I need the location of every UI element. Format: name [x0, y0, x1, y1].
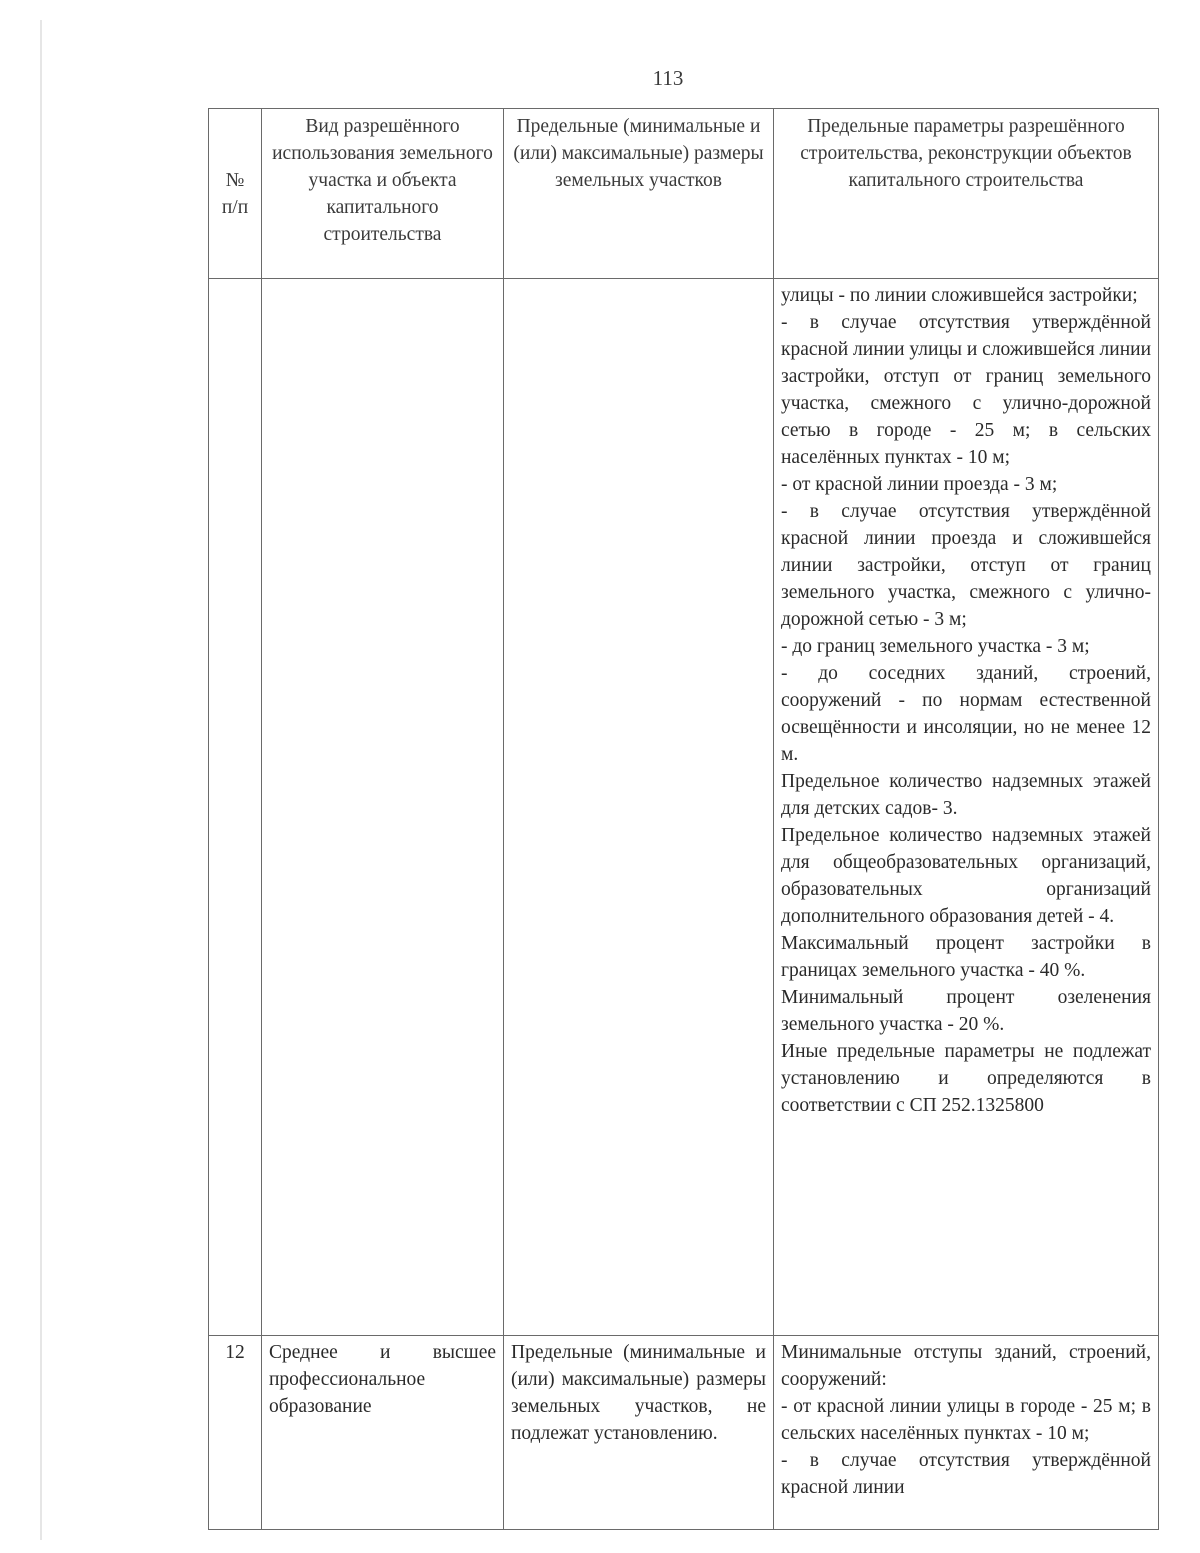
param-line: Максимальный процент застройки в границах земельного участка - 40 %.	[781, 933, 1151, 981]
construction-params-cell	[774, 1336, 1159, 1530]
row-number-cell: 12	[209, 1336, 262, 1530]
param-line: Минимальный процент озеленения земельного участка - 20 %.	[781, 987, 1151, 1035]
construction-params-cell	[774, 279, 1159, 1336]
param-line: Предельное количество надземных этажей для общеобразовательных организаций, образовательных организаций дополнительного образования детей - 4.	[781, 825, 1151, 927]
param-line: - от красной линии улицы в городе - 25 м; в сельских населённых пунктах - 10 м;	[781, 1396, 1151, 1444]
header-construction-params: Предельные параметры разрешённого строительства, реконструкции объектов капитального строительства	[774, 109, 1159, 279]
page-number: 113	[652, 66, 684, 90]
table-row	[209, 279, 1159, 1336]
use-type-cell	[262, 279, 504, 1336]
table-header-row	[209, 109, 1159, 279]
header-number: № п/п	[209, 109, 262, 279]
header-plot-sizes: Предельные (минимальные и (или) максимальные) размеры земельных участков	[504, 109, 774, 279]
use-type-cell: Среднее и высшее профессиональное образование	[262, 1336, 504, 1530]
regulations-table	[208, 108, 1159, 1530]
param-line: Иные предельные параметры не подлежат установлению и определяются в соответствии с СП 252.1325800	[781, 1041, 1151, 1116]
table-row	[209, 1336, 1159, 1530]
plot-sizes-cell	[504, 279, 774, 1336]
param-line: - в случае отсутствия утверждённой красной линии улицы и сложившейся линии застройки, отступ от границ земельного участка, смежного с улично-дорожной сетью в городе - 25 м; в сельских населённых пунктах - 10 м;	[781, 312, 1152, 468]
plot-sizes-cell: Предельные (минимальные и (или) максимальные) размеры земельных участков, не подлежат установлению.	[504, 1336, 774, 1530]
left-margin-line	[40, 20, 42, 1540]
row-number-cell	[209, 279, 262, 1336]
param-line: - до соседних зданий, строений, сооружений - по нормам естественной освещённости и инсоляции, но не менее 12 м.	[781, 663, 1151, 765]
param-line: - в случае отсутствия утверждённой красной линии проезда и сложившейся линии застройки, отступ от границ земельного участка, смежного с улично-дорожной сетью - 3 м;	[781, 501, 1151, 630]
param-line: Предельное количество надземных этажей для детских садов- 3.	[781, 771, 1151, 819]
param-line: улицы - по линии сложившейся застройки;	[781, 285, 1138, 306]
param-line: Минимальные отступы зданий, строений, сооружений:	[781, 1342, 1151, 1390]
param-line: - в случае отсутствия утверждённой красной линии	[781, 1450, 1151, 1498]
param-line: - до границ земельного участка - 3 м;	[781, 636, 1090, 657]
header-use-type: Вид разрешённого использования земельного участка и объекта капитального строительства	[262, 109, 504, 279]
param-line: - от красной линии проезда - 3 м;	[781, 474, 1058, 495]
